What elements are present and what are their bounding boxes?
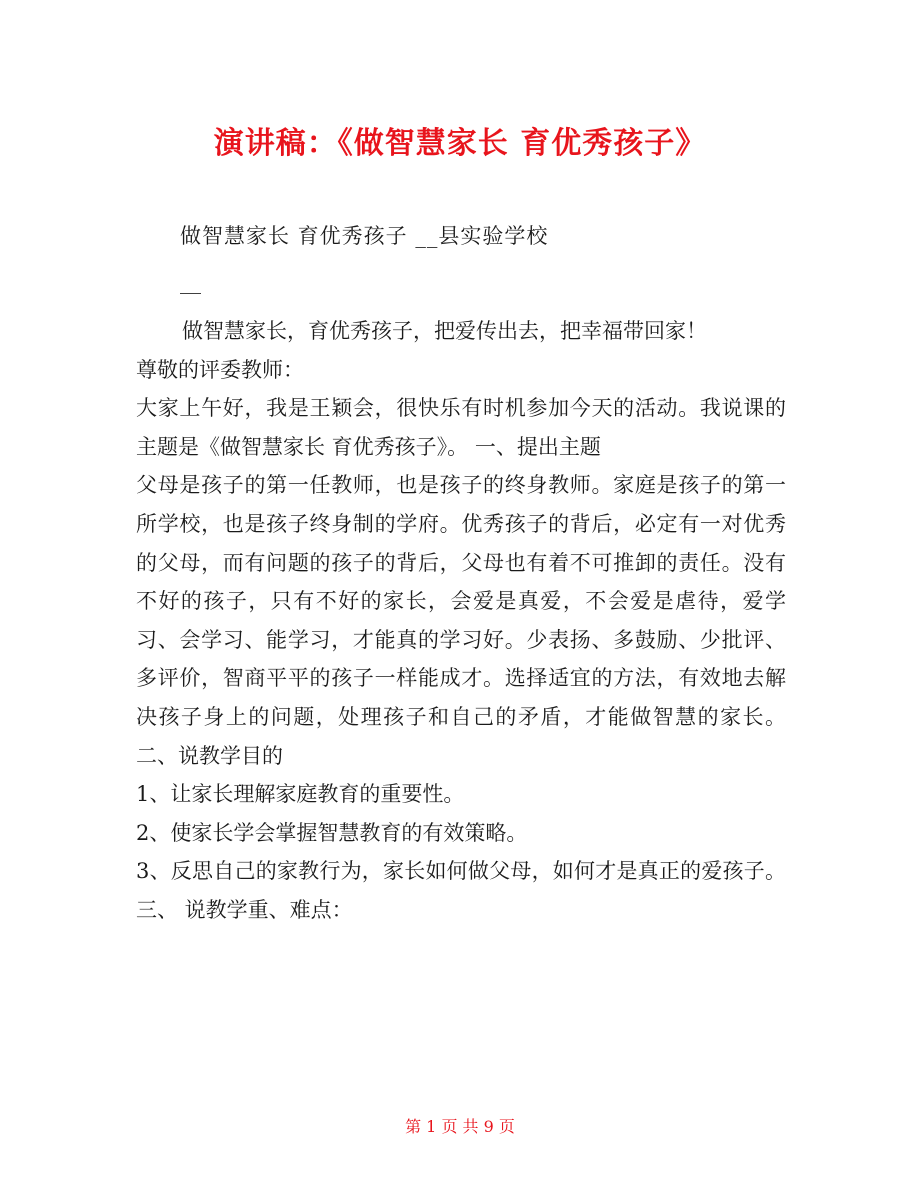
document-title: 演讲稿：《做智慧家长 育优秀孩子》 (213, 126, 707, 161)
paragraph-salutation: 尊敬的评委教师： (136, 357, 304, 382)
dash-line: __ (180, 270, 201, 294)
paragraph-goal-3: 3、反思自己的家教行为，家长如何做父母，如何才是真正的爱孩子。 三、 说教学重、难点： (136, 859, 786, 922)
paragraph-goal-2: 2、使家长学会掌握智慧教育的有效策略。 (136, 820, 528, 845)
paragraph-greeting: 大家上午好，我是王颖会，很快乐有时机参加今天的活动。我说课的主题是《做智慧家长 育优秀孩子》。 一、提出主题 (136, 396, 786, 459)
page-number-footer: 第 1 页 共 9 页 (405, 1117, 515, 1136)
paragraph-opening: 做智慧家长，育优秀孩子，把爱传出去，把幸福带回家！ (182, 319, 707, 343)
paragraph-goal-1: 1、让家长理解家庭教育的重要性。 (136, 782, 465, 807)
document-subtitle: 做智慧家长 育优秀孩子 __县实验学校 (180, 224, 549, 248)
paragraph-theme: 父母是孩子的第一任教师，也是孩子的终身教师。家庭是孩子的第一所学校，也是孩子终身制的学府。优秀孩子的背后，必定有一对优秀的父母，而有问题的孩子的背后，父母也有着不可推卸的责任。没有不好的孩子，只有不好的家长，会爱是真爱，不会爱是虐待，爱学习、会学习、能学习，才能真的学习好。少表扬、多鼓励、少批评、多评价，智商平平的孩子一样能成才。选择适宜的方法，有效地去解决孩子身上的问题，处理孩子和自己的矛盾，才能做智慧的家长。 二、说教学目的 (136, 473, 786, 768)
document-body (136, 312, 786, 930)
